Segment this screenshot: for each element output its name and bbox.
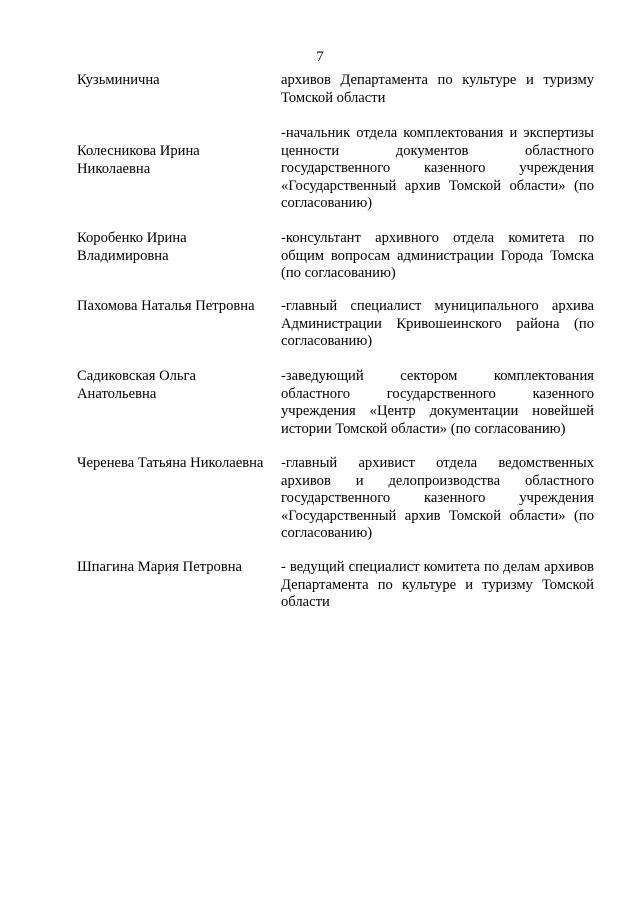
member-role: -консультант архивного отдела комитета по общим вопросам администрации Города Томска (по согласованию) — [281, 230, 594, 281]
member-role: -заведующий сектором комплектования областного государственного казенного учреждения «Центр документации новейшей истории Томской области» (по согласованию) — [281, 368, 594, 437]
member-name: Колесникова Ирина Николаевна — [77, 143, 200, 177]
member-role: архивов Департамента по культуре и туризму Томской области — [281, 72, 594, 106]
member-role: - ведущий специалист комитета по делам архивов Департамента по культуре и туризму Томской области — [281, 559, 594, 610]
member-name: Шпагина Мария Петровна — [77, 559, 243, 575]
member-role: -начальник отдела комплектования и экспертизы ценности документов областного государственного казенного учреждения «Государственный архив Томской области» (по согласованию) — [281, 125, 594, 211]
member-name: Черенева Татьяна Николаевна — [77, 455, 264, 471]
member-role: -главный архивист отдела ведомственных архивов и делопроизводства областного государственного казенного учреждения «Государственный архив Томской области» (по согласованию) — [281, 455, 594, 541]
member-name: Кузьминична — [77, 72, 160, 88]
member-name: Садиковская Ольга Анатольевна — [77, 368, 197, 402]
member-name: Пахомова Наталья Петровна — [77, 298, 255, 314]
member-name: Коробенко Ирина Владимировна — [77, 230, 187, 264]
page-number: 7 — [316, 49, 324, 65]
member-role: -главный специалист муниципального архива Администрации Кривошеинского района (по согласованию) — [281, 298, 594, 349]
